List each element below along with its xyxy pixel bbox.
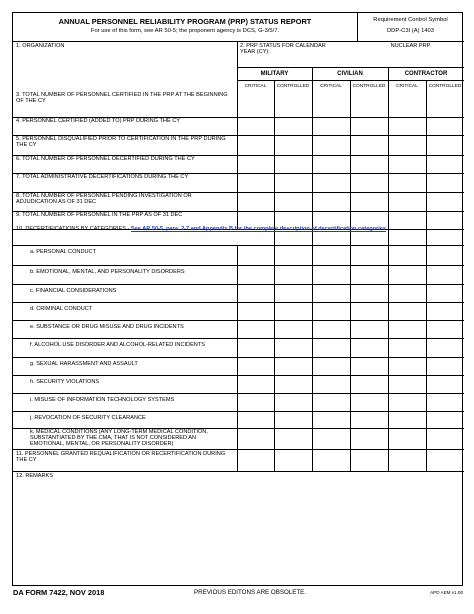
item-11-label: 11. PERSONNEL GRANTED REQUALIFICATION OR RECERTIFICATION DURING THE CY xyxy=(16,451,226,463)
item-7-label: 7. TOTAL ADMINISTRATIVE DECERTIFICATIONS DURING THE CY xyxy=(16,174,189,180)
item-5-label: 5. PERSONNEL DISQUALIFIED PRIOR TO CERTIFICATION IN THE PRP DURING THE CY xyxy=(16,136,226,148)
remarks-field[interactable] xyxy=(15,483,461,583)
organization-label: 1. ORGANIZATION xyxy=(16,43,65,49)
subcol-contractor-controlled: CONTROLLED xyxy=(428,84,462,89)
form-subtitle: For use of this form, see AR 50-5; the proponent agency is DCS, G-3/5/7. xyxy=(90,28,280,34)
form-frame xyxy=(12,12,463,586)
prp-status-label: 2. PRP STATUS FOR CALENDAR YEAR (CY): xyxy=(240,43,326,55)
category-b-label: b. EMOTIONAL, MENTAL, AND PERSONALITY DISORDERS xyxy=(30,269,185,275)
category-c-label: c. FINANCIAL CONSIDERATIONS xyxy=(30,288,117,294)
item-8-label: 8. TOTAL NUMBER OF PERSONNEL PENDING INVESTIGATION OR ADJUDICATION AS OF 31 DEC xyxy=(16,193,192,205)
apd-version: APD AEM v1.00 xyxy=(430,590,463,595)
subcol-civilian-critical: CRITICAL xyxy=(320,84,342,89)
category-d-label: d. CRIMINAL CONDUCT xyxy=(30,306,93,312)
subcol-contractor-critical: CRITICAL xyxy=(396,84,418,89)
subcol-military-controlled: CONTROLLED xyxy=(276,84,310,89)
group-civilian: CIVILIAN xyxy=(337,71,363,77)
item-3-label: 3. TOTAL NUMBER OF PERSONNEL CERTIFIED IN THE PRP AT THE BEGINNING OF THE CY xyxy=(16,92,228,104)
form-title: ANNUAL PERSONNEL RELIABILITY PROGRAM (PRP) STATUS REPORT xyxy=(58,17,312,26)
category-f-label: f. ALCOHOL USE DISORDER AND ALCOHOL-RELATED INCIDENTS xyxy=(30,342,205,348)
group-contractor: CONTRACTOR xyxy=(404,71,448,77)
requirement-control-label: Requirement Control Symbol xyxy=(373,17,448,23)
subcol-military-critical: CRITICAL xyxy=(244,84,267,89)
group-military: MILITARY xyxy=(260,71,289,77)
subcol-civilian-controlled: CONTROLLED xyxy=(352,84,386,89)
form-number: DA FORM 7422, NOV 2018 xyxy=(13,588,105,597)
decert-reference-link[interactable]: See AR 50-5, para. 2-7 and Appendix B for the complete description of decertification categories xyxy=(130,226,387,232)
obsolete-notice: PREVIOUS EDITONS ARE OBSOLETE. xyxy=(194,589,306,596)
requirement-control-value: DDP-C3I (A) 1403 xyxy=(386,28,435,34)
decert-label: 10. DECERTIFICATIONS BY CATEGORIES - xyxy=(16,226,131,232)
decert-heading xyxy=(16,227,386,233)
organization-field[interactable] xyxy=(15,51,235,65)
category-i-label: i. MISUSE OF INFORMATION TECHNOLOGY SYSTEMS xyxy=(30,397,175,403)
category-g-label: g. SEXUAL HARASSMENT AND ASSAULT xyxy=(30,361,138,367)
item-9-label: 9. TOTAL NUMBER OF PERSONNEL IN THE PRP AS OF 31 DEC xyxy=(16,212,183,218)
item-6-label: 6. TOTAL NUMBER OF PERSONNEL DECERTIFIED DURING THE CY xyxy=(16,156,195,162)
category-a-label: a. PERSONAL CONDUCT xyxy=(30,249,96,255)
category-h-label: h. SECURITY VIOLATIONS xyxy=(30,379,100,385)
category-j-label: j. REVOCATION OF SECURITY CLEARANCE xyxy=(30,415,146,421)
remarks-label: 12. REMARKS xyxy=(16,473,53,479)
item-4-label: 4. PERSONNEL CERTIFIED (ADDED TO) PRP DURING THE CY xyxy=(16,118,181,124)
category-e-label: e. SUBSTANCE OR DRUG MISUSE AND DRUG INCIDENTS xyxy=(30,324,184,330)
category-k-label: k. MEDICAL CONDITIONS (ANY LONG-TERM MEDICAL CONDITION, SUBSTANTIATED BY THE CMA, THAT IS NOT CONSIDERED AN EMOTIONAL, MENTAL, OR PERSONALITY DISORDER) xyxy=(30,429,208,447)
nuclear-prp-label: NUCLEAR PRP xyxy=(390,43,431,49)
calendar-year-field[interactable] xyxy=(341,43,363,55)
